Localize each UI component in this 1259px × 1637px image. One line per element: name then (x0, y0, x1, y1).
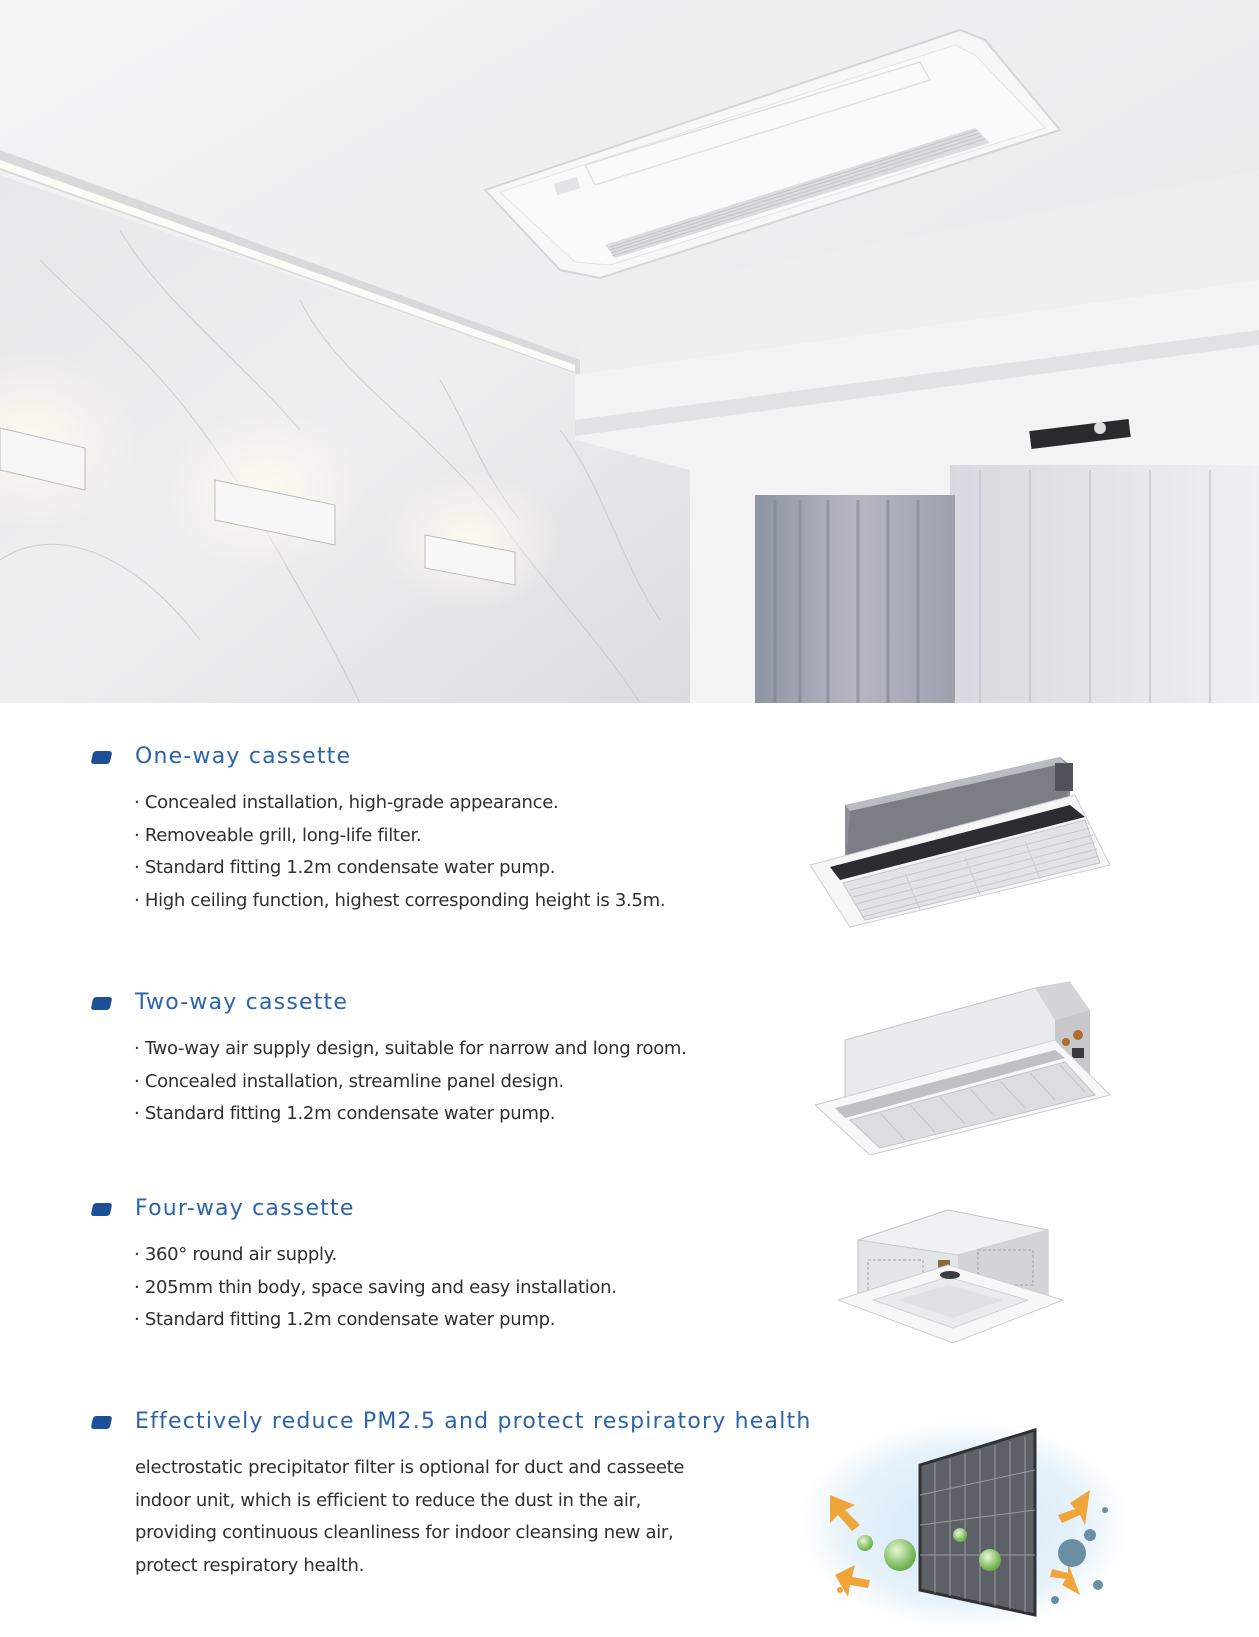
four-way-cassette-image (838, 1195, 1068, 1345)
feature-list (134, 787, 665, 917)
feature-list (134, 1033, 687, 1131)
section-title: Effectively reduce PM2.5 and protect respiratory health (135, 1409, 812, 1434)
feature-item: · Standard fitting 1.2m condensate water pump. (134, 1103, 556, 1124)
feature-item: · Concealed installation, streamline panel design. (134, 1070, 564, 1092)
bullet-square-icon (91, 997, 113, 1010)
feature-item: · Standard fitting 1.2m condensate water pump. (134, 857, 556, 878)
feature-item: · 205mm thin body, space saving and easy installation. (134, 1276, 617, 1298)
paragraph-line: providing continuous cleanliness for indoor cleansing new air, (135, 1522, 674, 1543)
feature-item: · Two-way air supply design, suitable for narrow and long room. (134, 1038, 687, 1059)
feature-item: · Concealed installation, high-grade appearance. (134, 792, 559, 813)
paragraph-line: indoor unit, which is efficient to reduce the dust in the air, (135, 1489, 642, 1511)
hero-photo (0, 0, 1259, 703)
section-title: Two-way cassette (135, 990, 349, 1015)
feature-item: · High ceiling function, highest corresponding height is 3.5m. (134, 889, 666, 911)
bullet-square-icon (91, 1203, 113, 1216)
room-illustration (0, 0, 1259, 703)
filter-illustration-image (800, 1415, 1125, 1630)
paragraph-line: protect respiratory health. (135, 1554, 365, 1576)
bullet-square-icon (91, 1416, 113, 1429)
bullet-square-icon (91, 751, 113, 764)
feature-item: · 360° round air supply. (134, 1244, 337, 1265)
two-way-cassette-image (810, 980, 1125, 1155)
paragraph-line: electrostatic precipitator filter is optional for duct and casseete (135, 1457, 685, 1478)
one-way-cassette-image (805, 755, 1115, 930)
section-title: One-way cassette (135, 744, 352, 769)
feature-item: · Removeable grill, long-life filter. (134, 824, 422, 846)
feature-list (134, 1239, 617, 1337)
description-paragraph (135, 1452, 684, 1582)
feature-item: · Standard fitting 1.2m condensate water pump. (134, 1309, 556, 1330)
section-title: Four-way cassette (135, 1196, 355, 1221)
